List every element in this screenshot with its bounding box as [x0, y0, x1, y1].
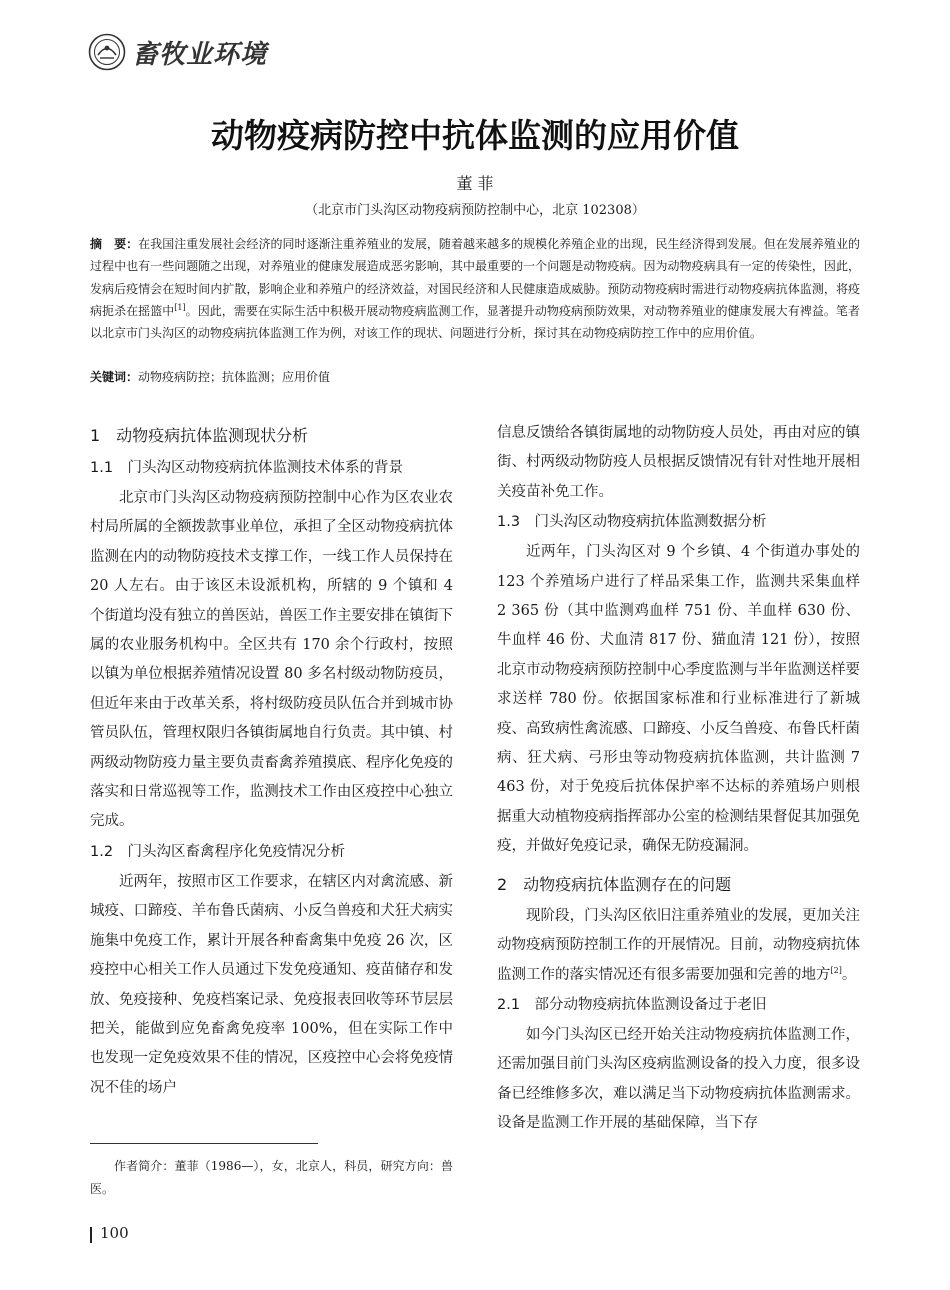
- subsection-heading-1-2: 1.2 门头沟区畜禽程序化免疫情况分析: [90, 843, 346, 860]
- abstract-reference: [1]: [174, 302, 186, 312]
- abstract-label: 摘 要：: [90, 237, 139, 251]
- paragraph-2: [497, 902, 860, 990]
- keywords: [90, 366, 860, 388]
- paragraph-2-reference: [2]: [830, 965, 842, 975]
- paragraph-2-1: 如今门头沟区已经开始关注动物疫病抗体监测工作，还需加强目前门头沟区疫病监测设备的投入力度，很多设备已经维修多次，难以满足当下动物疫病抗体监测需求。设备是监测工作开展的基础保障，当下存: [497, 1026, 860, 1132]
- paragraph-1-2-continued: 信息反馈给各镇街属地的动物防疫人员处，再由对应的镇街、村两级动物防疫人员根据反馈情况有针对性地开展相关疫苗补免工作。: [497, 425, 860, 500]
- page-number: 100: [100, 1224, 129, 1242]
- article-author: 董 菲: [456, 174, 494, 193]
- paragraph-1-1: 北京市门头沟区动物疫病预防控制中心作为区农业农村局所属的全额拨款事业单位，承担了全区动物疫病抗体监测在内的动物防疫技术支撑工作，一线工作人员保持在 20 人左右。由于该区未设派机构，所辖的 9 个镇和 4 个街道均没有独立的兽医站，兽医工作主要安排在镇街下属的农业服务机构中。全区共有 170 余个行政村，按照以镇为单位根据养殖情况设置 80 多名村级动物防疫员，但近年来由于改革关系，将村级防疫员队伍合并到城市协管员队伍，管理权限归各镇街属地自行负责。其中镇、村两级动物防疫力量主要负责畜禽养殖摸底、程序化免疫的落实和日常巡视等工作，监测技术工作由区疫控中心独立完成。: [90, 490, 453, 830]
- paragraph-1-3: 近两年，门头沟区对 9 个乡镇、4 个街道办事处的 123 个养殖场户进行了样品采集工作，监测共采集血样 2 365 份（其中监测鸡血样 751 份、羊血样 630 份、牛血样 46 份、犬血清 817 份、猫血清 121 份），按照北京市动物疫病预防控制中心季度监测与半年监测送样要求送样 780 份。依据国家标准和行业标准进行了新城疫、高致病性禽流感、口蹄疫、小反刍兽疫、布鲁氏杆菌病、狂犬病、弓形虫等动物疫病抗体监测，共计监测 7 463 份，对于免疫后抗体保护率不达标的养殖场户则根据重大动植物疫病指挥部办公室的检测结果督促其加强免疫，并做好免疫记录，确保无防疫漏洞。: [497, 544, 860, 855]
- keywords-text: 动物疫病防控；抗体监测；应用价值: [138, 370, 331, 384]
- section-heading-2: 2 动物疫病抗体监测存在的问题: [497, 874, 732, 894]
- journal-seal-icon: [88, 33, 126, 71]
- abstract: [90, 233, 860, 344]
- right-column: [497, 419, 860, 1139]
- subsection-heading-1-3: 1.3 门头沟区动物疫病抗体监测数据分析: [497, 514, 767, 531]
- paragraph-1-2: 近两年，按照市区工作要求，在辖区内对禽流感、新城疫、口蹄疫、羊布鲁氏菌病、小反刍兽疫和犬狂犬病实施集中免疫工作，累计开展各种畜禽集中免疫 26 次，区疫控中心相关工作人员通过下发免疫通知、疫苗储存和发放、免疫接种、免疫档案记录、免疫报表回收等环节层层把关，能做到应免畜禽免疫率 100%，但在实际工作中也发现一定免疫效果不佳的情况，区疫控中心会将免疫情况不佳的场户: [90, 873, 453, 1096]
- author-footnote: 作者简介：董菲（1986—），女，北京人，科员，研究方向：兽医。: [90, 1159, 453, 1196]
- section-heading-1: 1 动物疫病抗体监测现状分析: [90, 426, 309, 445]
- author-affiliation: （北京市门头沟区动物疫病预防控制中心，北京 102308）: [305, 203, 645, 218]
- subsection-heading-1-1: 1.1 门头沟区动物疫病抗体监测技术体系的背景: [90, 460, 404, 476]
- journal-name: 畜牧业环境: [132, 39, 268, 70]
- journal-header: [88, 30, 267, 74]
- keywords-label: 关键词：: [90, 370, 139, 384]
- subsection-heading-2-1: 2.1 部分动物疫病抗体监测设备过于老旧: [497, 996, 767, 1013]
- abstract-text-continued: 。因此，需要在实际生活中积极开展动物疫病监测工作，显著提升动物疫病预防效果，对动物养殖业的健康发展大有裨益。笔者以北京市门头沟区的动物疫病抗体监测工作为例，对该工作的现状、问题进行分析，探讨其在动物疫病防控工作中的应用价值。: [90, 303, 860, 341]
- paragraph-2-text: 现阶段，门头沟区依旧注重养殖业的发展，更加关注动物疫病预防控制工作的开展情况。目前，动物疫病抗体监测工作的落实情况还有很多需要加强和完善的地方: [497, 907, 860, 983]
- footnote-divider: [90, 1143, 318, 1144]
- paragraph-2-end: 。: [841, 966, 857, 983]
- abstract-text: 在我国注重发展社会经济的同时逐渐注重养殖业的发展，随着越来越多的规模化养殖企业的出现，民生经济得到发展。但在发展养殖业的过程中也有一些问题随之出现，对养殖业的健康发展造成恶劣影响，其中最重要的一个问题是动物疫病。因为动物疫病具有一定的传染性，因此，发病后疫情会在短时间内扩散，影响企业和养殖户的经济效益，对国民经济和人民健康造成威胁。预防动物疫病时需进行动物疫病抗体监测，将疫病扼杀在摇篮中: [90, 237, 860, 318]
- page-number-bar: [90, 1227, 92, 1243]
- article-title: 动物疫病防控中抗体监测的应用价值: [211, 116, 739, 155]
- left-column: [90, 419, 453, 1103]
